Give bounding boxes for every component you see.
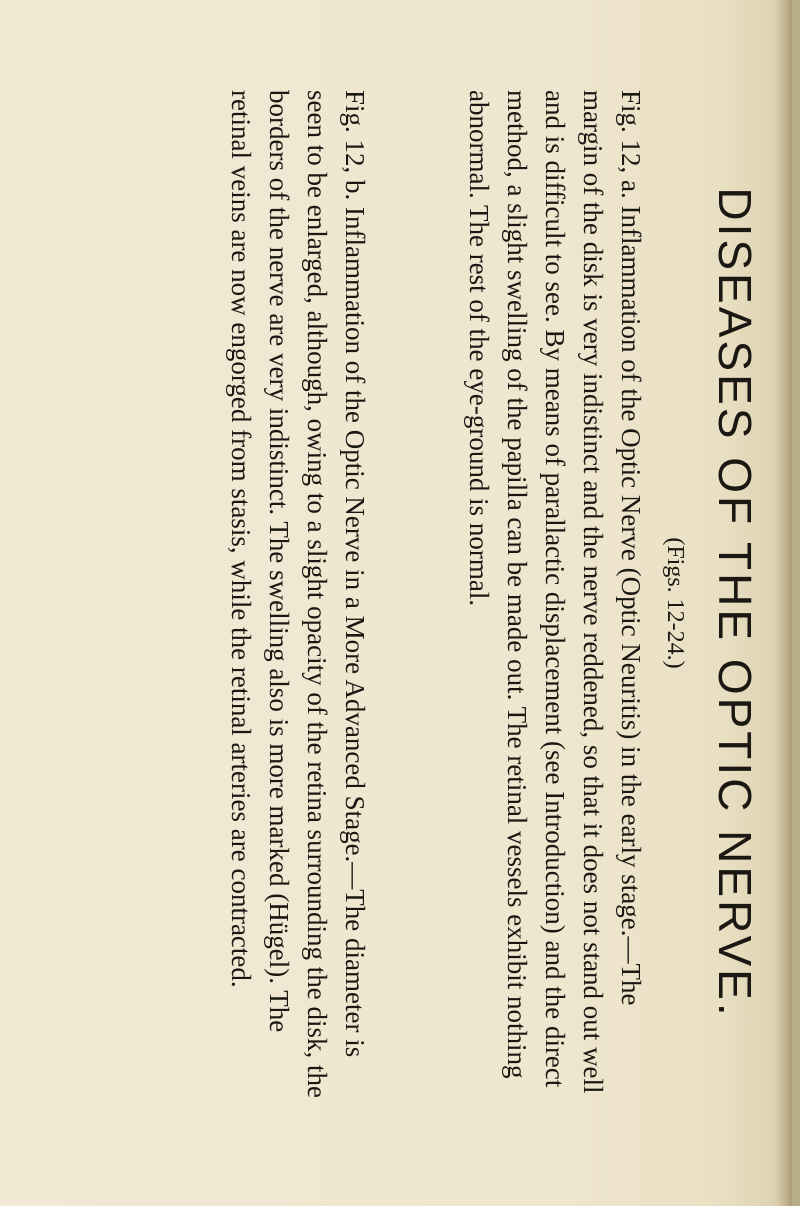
page-title: DISEASES OF THE OPTIC NERVE. <box>709 187 761 1019</box>
text-line: retinal veins are now engorged from stasis, while the retinal arteries are contracted. <box>226 90 256 988</box>
text-line: Fig. 12, a. Inflammation of the Optic Nerve (Optic Neuritis) in the early stage.—The <box>616 90 646 1006</box>
text-line: seen to be enlarged, although, owing to a slight opacity of the retina surrounding the disk, the <box>302 90 332 1099</box>
text-line: and is difficult to see. By means of parallactic displacement (see Introduction) and the direct <box>540 90 570 1088</box>
text-line: method, a slight swelling of the papilla can be made out. The retinal vessels exhibit nothing <box>502 90 532 1079</box>
figures-reference: (Figs. 12-24.) <box>662 537 688 669</box>
text-line: margin of the disk is very indistinct and the nerve reddened, so that it does not stand out well <box>578 90 608 1094</box>
text-line: abnormal. The rest of the eye-ground is normal. <box>464 90 494 607</box>
text-line: Fig. 12, b. Inflammation of the Optic Nerve in a More Advanced Stage.—The diameter is <box>340 90 370 1058</box>
text-line: borders of the nerve are very indistinct. The swelling also is more marked (Hügel). The <box>264 90 294 1033</box>
paragraph-fig-12a <box>460 90 650 1190</box>
paragraph-fig-12b <box>222 90 374 1190</box>
page-edge-strip <box>792 0 800 1206</box>
